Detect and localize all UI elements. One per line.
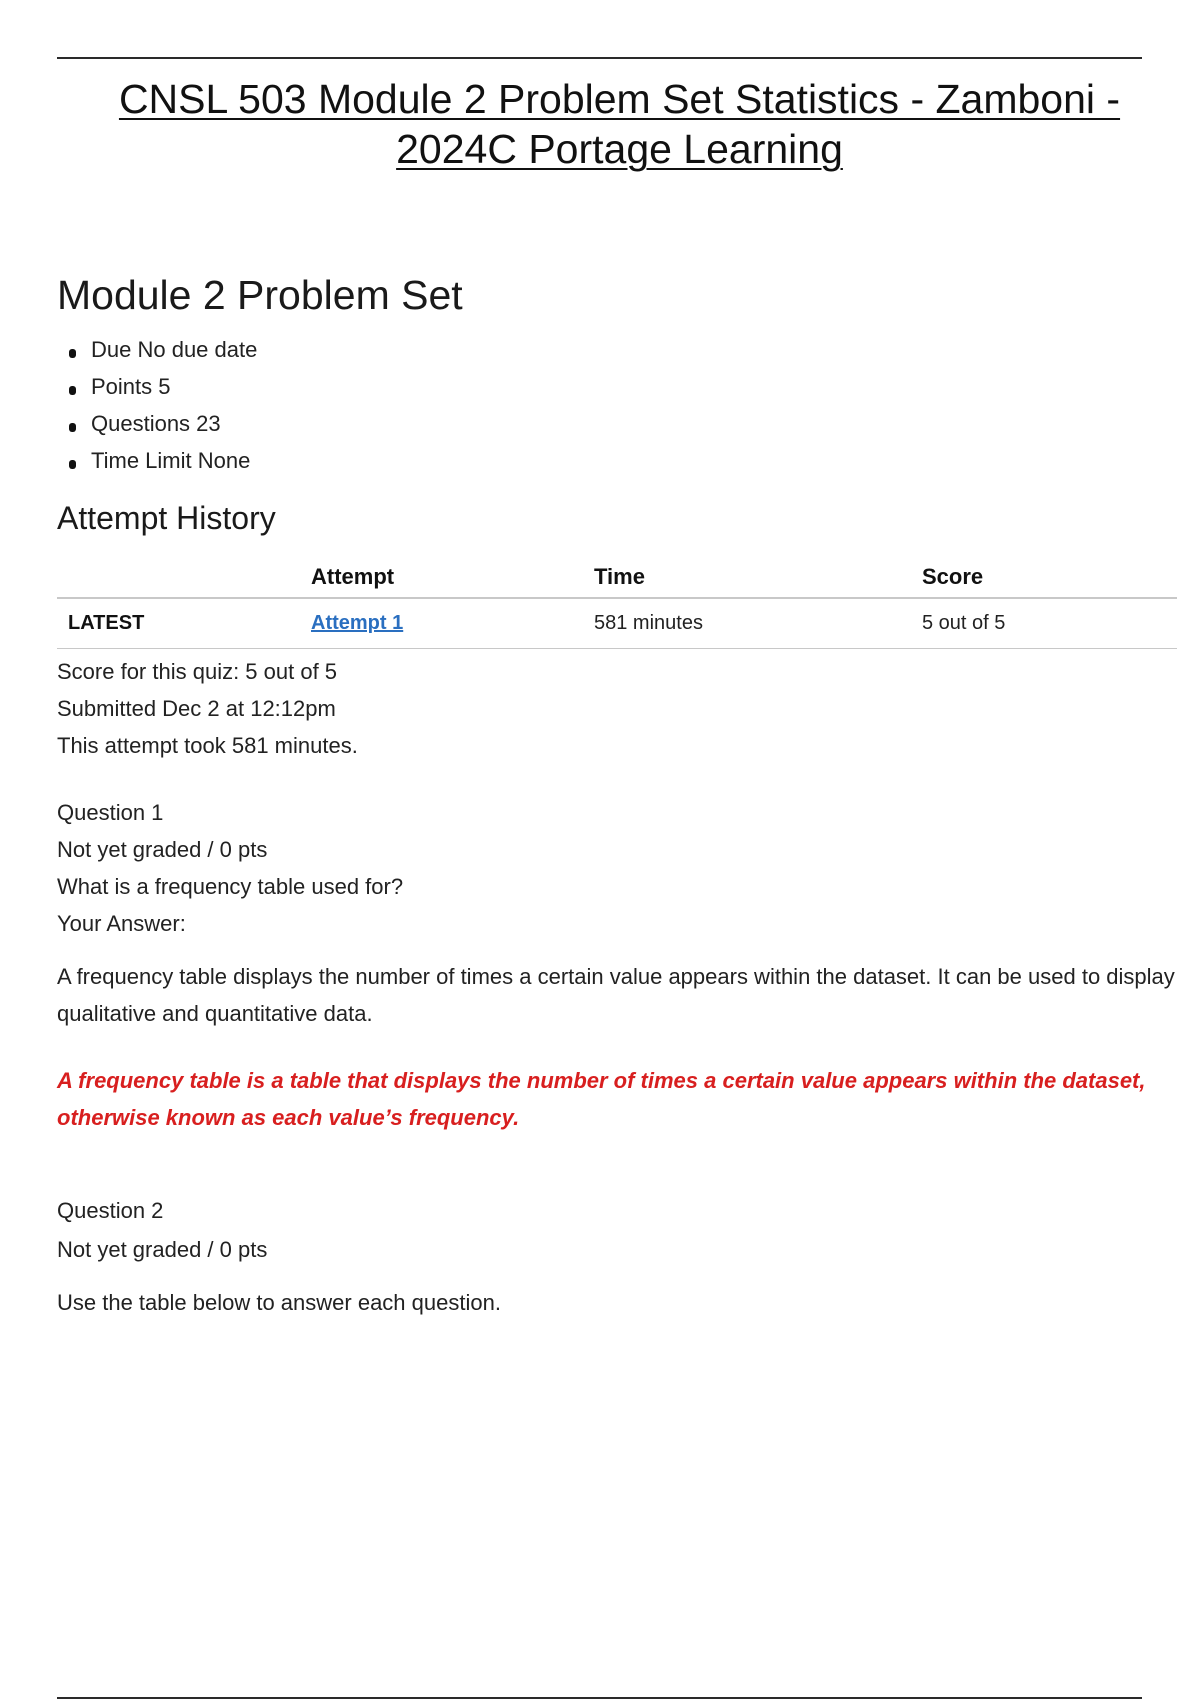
- quiz-summary: [57, 653, 1177, 764]
- attempt-duration: This attempt took 581 minutes.: [57, 733, 358, 758]
- question-1-points: Not yet graded / 0 pts: [57, 837, 268, 862]
- document-title: [57, 74, 1182, 174]
- attempt-1-link[interactable]: Attempt 1: [311, 612, 404, 634]
- table-row: [57, 598, 1177, 649]
- column-header-tag: [57, 557, 311, 598]
- question-2-label: Question 2: [57, 1198, 164, 1223]
- module-details: [57, 331, 1177, 479]
- question-1-label: Question 1: [57, 800, 164, 825]
- module-title: Module 2 Problem Set: [57, 272, 463, 318]
- column-header-time: Time: [594, 557, 922, 598]
- attempt-history-table: [57, 557, 1177, 649]
- document-title-line-1: CNSL 503 Module 2 Problem Set Statistics - Zamboni -: [118, 76, 1121, 122]
- question-2-points: Not yet graded / 0 pts: [57, 1237, 268, 1262]
- document-title-line-2: 2024C Portage Learning: [396, 126, 843, 172]
- score-cell: 5 out of 5: [922, 598, 1177, 649]
- your-answer-label: Your Answer:: [57, 911, 186, 936]
- question-1-block: [57, 794, 1177, 1136]
- column-header-attempt: Attempt: [311, 557, 594, 598]
- bottom-divider: [57, 1697, 1142, 1699]
- submitted-date: Submitted Dec 2 at 12:12pm: [57, 696, 336, 721]
- question-2-block: [57, 1192, 1177, 1321]
- question-2-prompt: Use the table below to answer each question.: [57, 1290, 501, 1315]
- main-content: [57, 268, 1177, 1321]
- question-1-answer: A frequency table displays the number of times a certain value appears within the dataset. It can be used to display qualitative and quantitative data.: [57, 964, 1175, 1026]
- points: Points 5: [57, 368, 1177, 405]
- due-date: Due No due date: [57, 331, 1177, 368]
- attempt-history-title: Attempt History: [57, 500, 276, 536]
- question-1-prompt: What is a frequency table used for?: [57, 874, 404, 899]
- top-divider: [57, 57, 1142, 59]
- table-header-row: [57, 557, 1177, 598]
- time-cell: 581 minutes: [594, 598, 922, 649]
- latest-badge: LATEST: [57, 598, 311, 649]
- column-header-score: Score: [922, 557, 1177, 598]
- question-1-correct-answer: A frequency table is a table that displays the number of times a certain value appears within the dataset, otherwise known as each value’s frequency.: [57, 1068, 1146, 1130]
- quiz-score: Score for this quiz: 5 out of 5: [57, 659, 338, 684]
- time-limit: Time Limit None: [57, 442, 1177, 479]
- question-count: Questions 23: [57, 405, 1177, 442]
- attempt-cell: [311, 598, 594, 649]
